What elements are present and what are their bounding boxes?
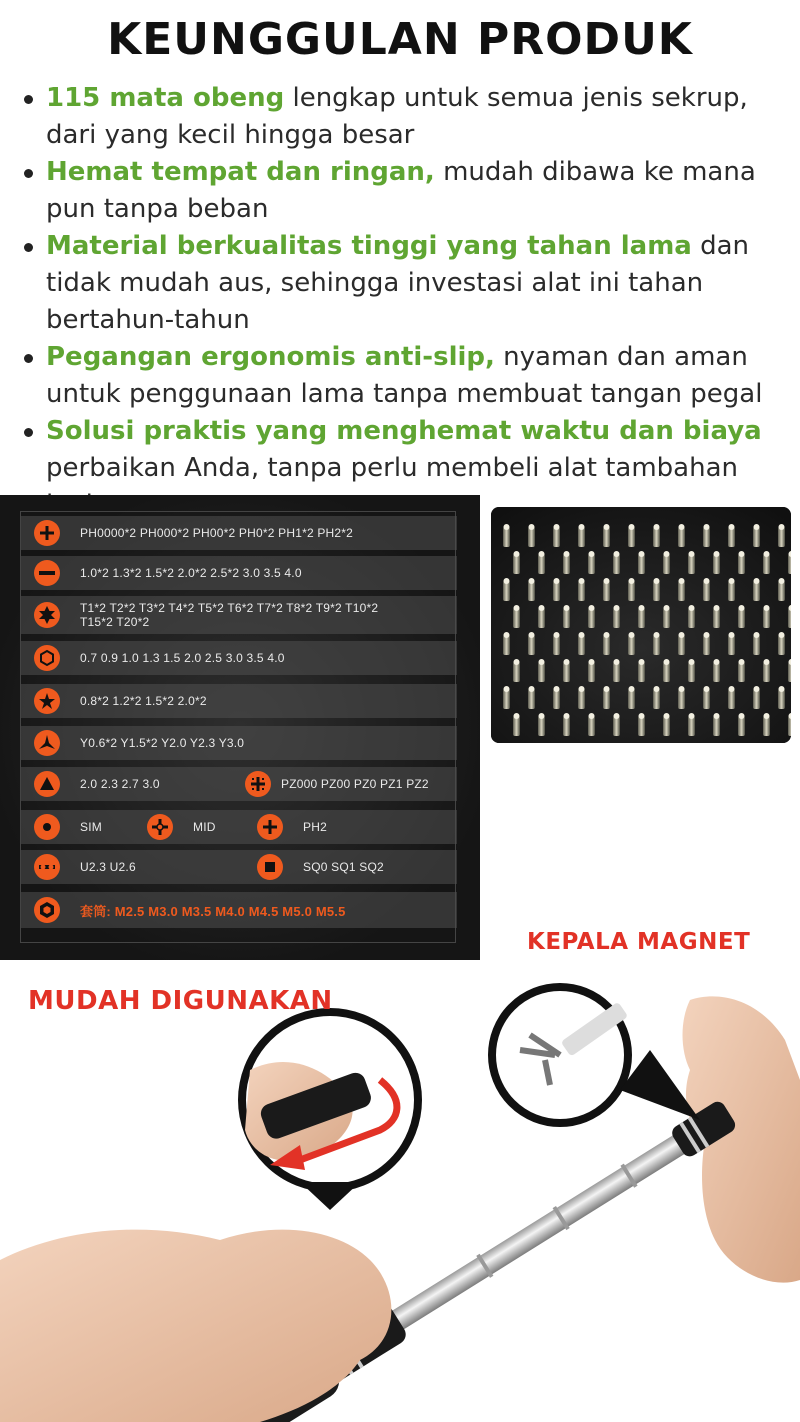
- bit-tip-highlight: [529, 632, 535, 638]
- magnet-label: KEPALA MAGNET: [527, 929, 751, 955]
- bit-tip-highlight: [639, 713, 645, 719]
- bit-tip-highlight: [714, 713, 720, 719]
- spec-row: [21, 767, 457, 801]
- feature-item: [22, 413, 792, 487]
- bit-tip-highlight: [704, 686, 710, 692]
- spec-text: PH0000*2 PH000*2 PH00*2 PH0*2 PH1*2 PH2*2: [80, 526, 354, 540]
- spec-text: U2.3 U2.6: [80, 860, 136, 874]
- u-shape-icon: [34, 854, 60, 880]
- bit-tip-highlight: [764, 713, 770, 719]
- bit-tip-highlight: [754, 686, 760, 692]
- bit-tip-highlight: [779, 686, 785, 692]
- feature-item: [22, 154, 792, 228]
- bullet-icon: [24, 428, 33, 437]
- spec-text: T1*2 T2*2 T3*2 T4*2 T5*2 T6*2 T7*2 T8*2 T9*2 T10*2: [80, 601, 379, 615]
- spec-text: T15*2 T20*2: [80, 615, 150, 629]
- bit-tip-highlight: [629, 632, 635, 638]
- bit-tip-highlight: [704, 578, 710, 584]
- bit-tip-highlight: [654, 578, 660, 584]
- feature-text: dan tidak mudah aus, sehingga investasi alat ini tahan bertahun-tahun: [46, 231, 750, 335]
- bit-tip-highlight: [604, 524, 610, 530]
- bit-tip-highlight: [739, 605, 745, 611]
- bit-tip-highlight: [579, 578, 585, 584]
- bit-tip-highlight: [564, 659, 570, 665]
- bit-tip-highlight: [529, 524, 535, 530]
- bit-tip-highlight: [539, 659, 545, 665]
- bit-tip-highlight: [689, 551, 695, 557]
- bit-tip-highlight: [664, 713, 670, 719]
- bit-tip-highlight: [539, 713, 545, 719]
- bit-tip-highlight: [739, 713, 745, 719]
- feature-highlight: 115 mata obeng: [46, 83, 285, 113]
- bit-tip-highlight: [664, 551, 670, 557]
- bit-tip-highlight: [529, 686, 535, 692]
- bit-tip-highlight: [589, 551, 595, 557]
- bit-tip-highlight: [579, 524, 585, 530]
- feature-text: lengkap untuk semua jenis sekrup, dari yang kecil hingga besar: [46, 83, 748, 150]
- bit-tip-highlight: [604, 686, 610, 692]
- bit-tip-highlight: [539, 551, 545, 557]
- screwdriver-illustration: [0, 960, 800, 1422]
- bit-tip-highlight: [554, 578, 560, 584]
- bit-tip: [788, 662, 791, 682]
- bit-tip-highlight: [539, 605, 545, 611]
- feature-text: nyaman dan aman untuk penggunaan lama tanpa membuat tangan pegal: [46, 342, 763, 409]
- bit-tip-highlight: [564, 551, 570, 557]
- spec-row: [21, 516, 457, 550]
- bit-tip-highlight: [554, 632, 560, 638]
- tri-wing-icon: [34, 730, 60, 756]
- bit-tip-highlight: [714, 659, 720, 665]
- spec-row: [21, 892, 457, 928]
- bit-tip-highlight: [589, 659, 595, 665]
- feature-item: [22, 80, 792, 154]
- easy-label: MUDAH DIGUNAKAN: [28, 986, 333, 1016]
- bit-tip-highlight: [514, 659, 520, 665]
- bit-tip-highlight: [579, 632, 585, 638]
- bit-tip-highlight: [689, 659, 695, 665]
- bullet-icon: [24, 354, 33, 363]
- bit-tip-highlight: [764, 605, 770, 611]
- bit-tip-highlight: [739, 659, 745, 665]
- bit-tip-highlight: [654, 686, 660, 692]
- bit-tip-highlight: [704, 632, 710, 638]
- bit-tip-highlight: [564, 713, 570, 719]
- bit-spec-table: [20, 511, 456, 943]
- bit-tip-highlight: [514, 605, 520, 611]
- bit-tip-highlight: [504, 578, 510, 584]
- bit-tip-highlight: [579, 686, 585, 692]
- bit-tip-highlight: [629, 524, 635, 530]
- spec-row: [21, 641, 457, 675]
- bit-tip-highlight: [679, 686, 685, 692]
- torx-icon: [34, 602, 60, 628]
- feature-item: [22, 339, 792, 413]
- spec-row: [21, 596, 457, 634]
- phillips-icon: [34, 520, 60, 546]
- feature-highlight: Hemat tempat dan ringan,: [46, 157, 435, 187]
- slotted-icon: [34, 560, 60, 586]
- spec-text: 1.0*2 1.3*2 1.5*2 2.0*2 2.5*2 3.0 3.5 4.0: [80, 566, 302, 580]
- bit-tip-highlight: [614, 605, 620, 611]
- pozidriv-icon: [245, 771, 271, 797]
- bullet-icon: [24, 95, 33, 104]
- bit-tip: [788, 554, 791, 574]
- bullet-icon: [24, 243, 33, 252]
- spec-row: [21, 684, 457, 718]
- bit-tip-highlight: [679, 578, 685, 584]
- bit-tip-highlight: [639, 659, 645, 665]
- bit-tip-highlight: [554, 686, 560, 692]
- spec-text: SIM: [80, 820, 102, 834]
- pentalobe-icon: [34, 688, 60, 714]
- spec-row: [21, 850, 457, 884]
- bit-tip-highlight: [764, 659, 770, 665]
- sim-icon: [34, 814, 60, 840]
- bit-tip-highlight: [614, 659, 620, 665]
- feature-text: mudah dibawa ke mana pun tanpa beban: [46, 157, 756, 224]
- bit-tip-highlight: [729, 578, 735, 584]
- bit-tip-highlight: [604, 632, 610, 638]
- bit-tip-highlight: [689, 605, 695, 611]
- feature-highlight: Pegangan ergonomis anti-slip,: [46, 342, 495, 372]
- bit-tip-highlight: [679, 632, 685, 638]
- bits-photo: [491, 507, 791, 743]
- bit-tip-highlight: [639, 605, 645, 611]
- bit-tip-highlight: [779, 524, 785, 530]
- bullet-icon: [24, 169, 33, 178]
- spec-text: SQ0 SQ1 SQ2: [303, 860, 384, 874]
- bit-tip-highlight: [764, 551, 770, 557]
- spec-text: 0.8*2 1.2*2 1.5*2 2.0*2: [80, 694, 207, 708]
- bit-tip-highlight: [504, 686, 510, 692]
- bit-tip-highlight: [729, 632, 735, 638]
- bit-tip-highlight: [714, 551, 720, 557]
- bit-tip-highlight: [754, 524, 760, 530]
- bit-tip-highlight: [739, 551, 745, 557]
- bit-tip-highlight: [589, 605, 595, 611]
- bit-tip-highlight: [514, 713, 520, 719]
- bit-tip-highlight: [754, 578, 760, 584]
- spec-row: [21, 726, 457, 760]
- bit-tip-highlight: [779, 632, 785, 638]
- hex-icon: [34, 645, 60, 671]
- bit-tip-highlight: [504, 632, 510, 638]
- bit-tip-highlight: [654, 632, 660, 638]
- bit-tip-highlight: [614, 713, 620, 719]
- bit-tip-highlight: [679, 524, 685, 530]
- bit-tip-highlight: [514, 551, 520, 557]
- bit-tip-highlight: [704, 524, 710, 530]
- bit-tip-highlight: [504, 524, 510, 530]
- bit-tip-highlight: [664, 605, 670, 611]
- square-icon: [257, 854, 283, 880]
- bits-illustration: [491, 507, 791, 743]
- bit-tip-highlight: [604, 578, 610, 584]
- bit-tip-highlight: [714, 605, 720, 611]
- bit-tip-highlight: [564, 605, 570, 611]
- triangle-icon: [34, 771, 60, 797]
- spec-text: MID: [193, 820, 216, 834]
- bit-tip: [788, 716, 791, 736]
- bit-tip-highlight: [689, 713, 695, 719]
- bit-tip-highlight: [589, 713, 595, 719]
- page-title: KEUNGGULAN PRODUK: [107, 14, 693, 65]
- cross-mid-icon: [147, 814, 173, 840]
- feature-highlight: Material berkualitas tinggi yang tahan lama: [46, 231, 692, 261]
- bit-tip-highlight: [639, 551, 645, 557]
- bit-tip-highlight: [629, 686, 635, 692]
- bit-tip-highlight: [779, 578, 785, 584]
- bit-tip-highlight: [614, 551, 620, 557]
- spec-text: 0.7 0.9 1.0 1.3 1.5 2.0 2.5 3.0 3.5 4.0: [80, 651, 285, 665]
- spec-text: PH2: [303, 820, 327, 834]
- feature-highlight: Solusi praktis yang menghemat waktu dan biaya: [46, 416, 762, 446]
- bit-tip: [788, 608, 791, 628]
- feature-item: [22, 228, 792, 339]
- spec-text: PZ000 PZ00 PZ0 PZ1 PZ2: [281, 777, 429, 791]
- spec-row: [21, 810, 457, 844]
- spec-text: 套筒: M2.5 M3.0 M3.5 M4.0 M4.5 M5.0 M5.5: [80, 903, 346, 919]
- bit-tip-highlight: [754, 632, 760, 638]
- bit-tip-highlight: [554, 524, 560, 530]
- feature-text: perbaikan Anda, tanpa perlu membeli alat tambahan: [46, 453, 739, 483]
- bit-tip-highlight: [654, 524, 660, 530]
- socket-icon: [34, 897, 60, 923]
- spec-text: Y0.6*2 Y1.5*2 Y2.0 Y2.3 Y3.0: [80, 736, 245, 750]
- spec-text: 2.0 2.3 2.7 3.0: [80, 777, 160, 791]
- bit-tip-highlight: [664, 659, 670, 665]
- bit-tip-highlight: [529, 578, 535, 584]
- feature-list: [22, 80, 792, 487]
- bit-tip-highlight: [729, 524, 735, 530]
- bit-tip-highlight: [629, 578, 635, 584]
- bit-tip-highlight: [729, 686, 735, 692]
- spec-row: [21, 556, 457, 590]
- bit-spec-panel: [0, 495, 480, 960]
- ph2-icon: [257, 814, 283, 840]
